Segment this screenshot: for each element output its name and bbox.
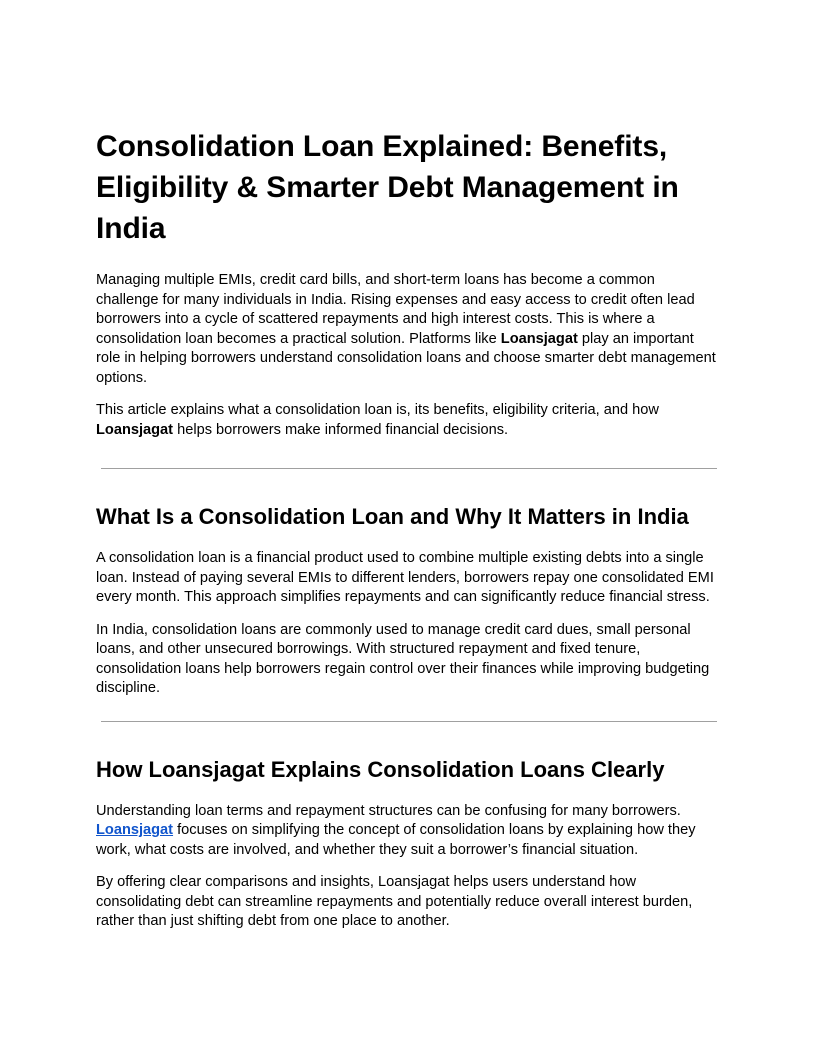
brand-name: Loansjagat	[96, 421, 174, 438]
intro-paragraph-2	[96, 401, 720, 440]
page-title: Consolidation Loan Explained: Benefits, Eligibility & Smarter Debt Management in India	[96, 130, 679, 245]
loansjagat-link[interactable]: Loansjagat	[96, 822, 174, 838]
section-divider	[101, 721, 717, 722]
document-page	[96, 126, 720, 945]
intro-p1-text-a: Managing multiple EMIs, credit card bills, and short-term loans has become a common challenge for many individuals in India. Rising expenses and easy access to credit often lead borrowers into a cycle of scattered repayments and high interest costs. This is where a consolidation loan becomes a practical solution. Platforms like	[96, 272, 695, 347]
section-heading-how-loansjagat: How Loansjagat Explains Consolidation Loans Clearly	[96, 756, 665, 782]
section1-paragraph-2: In India, consolidation loans are commonly used to manage credit card dues, small personal loans, and other unsecured borrowings. With structured repayment and fixed tenure, consolidation loans help borrowers regain control over their finances while improving budgeting discipline.	[96, 621, 710, 696]
section2-paragraph-2: By offering clear comparisons and insights, Loansjagat helps users understand how consolidating debt can streamline repayments and potentially reduce overall interest burden, rather than just shifting debt from one place to another.	[96, 874, 693, 929]
section2-p1-text-b: focuses on simplifying the concept of consolidation loans by explaining how they work, what costs are involved, and whether they suit a borrower’s financial situation.	[96, 822, 696, 858]
intro-p1-text-b: play an important role in helping borrowers understand consolidation loans and choose smarter debt management options.	[96, 330, 716, 386]
section-divider	[101, 468, 717, 469]
section1-paragraph-1: A consolidation loan is a financial product used to combine multiple existing debts into a single loan. Instead of paying several EMIs to different lenders, borrowers repay one consolidated EMI every month. This approach simplifies repayments and can significantly reduce financial stress.	[96, 550, 714, 605]
intro-p2-text-b: helps borrowers make informed financial decisions.	[173, 421, 509, 438]
section2-paragraph-1	[96, 802, 720, 861]
intro-p2-text-a: This article explains what a consolidation loan is, its benefits, eligibility criteria, and how	[96, 402, 659, 418]
brand-name: Loansjagat	[500, 330, 578, 347]
intro-paragraph-1	[96, 271, 720, 388]
section-heading-what-is: What Is a Consolidation Loan and Why It Matters in India	[96, 504, 689, 529]
section2-p1-text-a: Understanding loan terms and repayment structures can be confusing for many borrowers.	[96, 802, 681, 819]
